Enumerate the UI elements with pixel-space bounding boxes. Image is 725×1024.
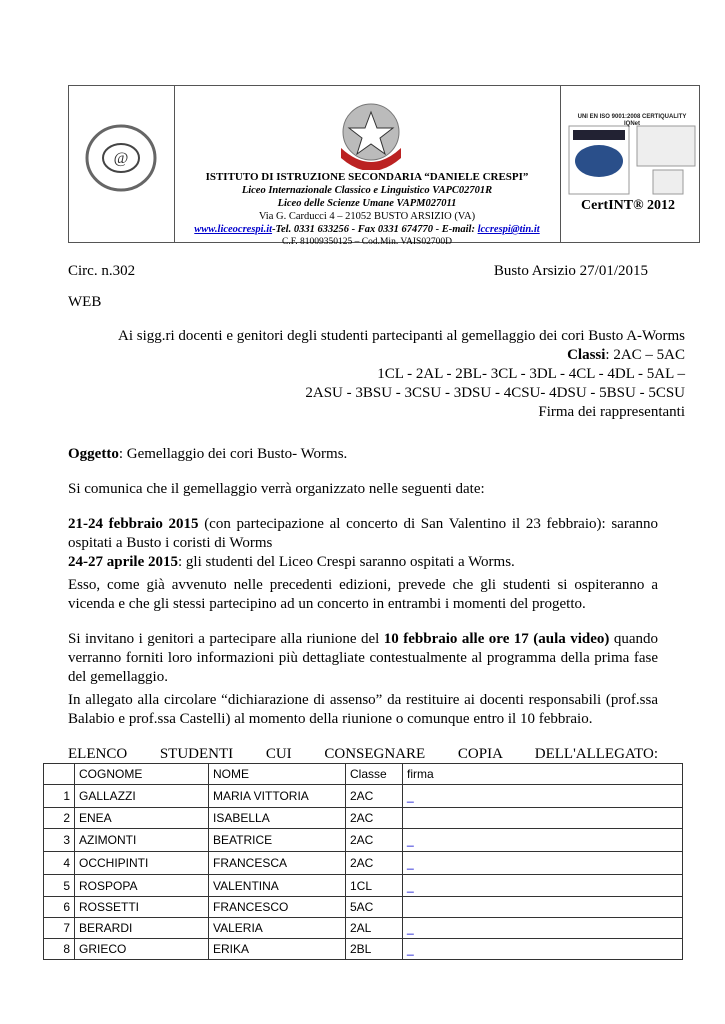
circular-number: Circ. n.302 <box>68 263 136 279</box>
cognome-cell: ENEA <box>75 808 209 829</box>
nome-cell: BEATRICE <box>209 829 346 852</box>
subject: : Gemellaggio dei cori Busto- Worms. <box>118 446 348 462</box>
meeting-date: 10 febbraio alle ore 17 (aula video) <box>383 631 610 647</box>
certiquality-logo-icon <box>561 86 701 196</box>
school-line-1: Liceo Internazionale Classico e Linguistico VAPC02701R <box>241 185 493 196</box>
certification-logo-text: UNI EN ISO 9001:2008 CERTIQUALITY IQNet <box>577 114 687 127</box>
table-row <box>44 875 683 897</box>
cert-label: CertINT® 2012 <box>581 198 676 213</box>
table-row <box>44 939 683 960</box>
row-number: 2 <box>44 808 75 829</box>
nome-cell: FRANCESCO <box>209 897 346 918</box>
classe-cell: 2AC <box>346 829 403 852</box>
school-name: ISTITUTO DI ISTRUZIONE SECONDARIA “DANIELE CRESPI” <box>205 171 529 183</box>
firma-cell[interactable]: _ <box>403 852 683 875</box>
firma-cell[interactable] <box>403 808 683 829</box>
classes-line: 1CL - 2AL - 2BL- 3CL - 3DL - 4CL - 4DL - 5AL – <box>377 366 685 382</box>
row-number: 1 <box>44 785 75 808</box>
cognome-cell: AZIMONTI <box>75 829 209 852</box>
header-firma: firma <box>403 764 683 785</box>
firma-cell[interactable]: _ <box>403 918 683 939</box>
classe-cell: 2BL <box>346 939 403 960</box>
nome-cell: VALENTINA <box>209 875 346 897</box>
classe-cell: 5AC <box>346 897 403 918</box>
certification-cell <box>560 86 701 242</box>
school-address: Via G. Carducci 4 – 21052 BUSTO ARSIZIO (VA) <box>258 211 476 222</box>
nome-cell: FRANCESCA <box>209 852 346 875</box>
intro-paragraph: Si comunica che il gemellaggio verrà organizzato nelle seguenti date: <box>68 481 485 497</box>
header-number <box>44 764 75 785</box>
firma-cell[interactable]: _ <box>403 939 683 960</box>
email-link[interactable]: lccrespi@tin.it <box>477 224 540 235</box>
addressees-line: Ai sigg.ri docenti e genitori degli studenti partecipanti al gemellaggio dei cori Busto A-Worms <box>118 328 685 344</box>
firma-cell[interactable]: _ <box>403 785 683 808</box>
paragraph-2: Esso, come già avvenuto nelle precedenti edizioni, prevede che gli studenti si ospiteranno a vicenda e che gli stessi partecipino ad un concerto in entrambi i momenti del progetto. <box>68 577 658 612</box>
contacts: -Tel. 0331 633256 - Fax 0331 674770 - E-mail: <box>272 224 478 235</box>
table-row <box>44 897 683 918</box>
school-codes: C.F. 81009350125 – Cod.Min. VAIS02700D <box>282 237 452 247</box>
classe-cell: 2AC <box>346 852 403 875</box>
paragraph-3-end: quando verranno forniti loro informazioni più dettagliate contestualmente al programma della prima fase del gemellaggio. <box>68 631 658 685</box>
table-row <box>44 808 683 829</box>
classe-cell: 2AL <box>346 918 403 939</box>
cognome-cell: GRIECO <box>75 939 209 960</box>
date-1: 21-24 febbraio 2015 <box>68 516 199 532</box>
nome-cell: ISABELLA <box>209 808 346 829</box>
date-2-text: : gli studenti del Liceo Crespi saranno ospitati a Worms. <box>178 554 515 570</box>
table-row <box>44 829 683 852</box>
firma-cell[interactable] <box>403 897 683 918</box>
classes-line: 2ASU - 3BSU - 3CSU - 3DSU - 4CSU- 4DSU - 5BSU - 5CSU <box>305 385 685 401</box>
header-classe: Classe <box>346 764 403 785</box>
header-cognome: COGNOME <box>75 764 209 785</box>
nome-cell: MARIA VITTORIA <box>209 785 346 808</box>
firma-cell[interactable]: _ <box>403 875 683 897</box>
addressees <box>45 327 685 422</box>
table-header-row <box>44 764 683 785</box>
row-number: 6 <box>44 897 75 918</box>
web-label: WEB <box>68 294 102 310</box>
cognome-cell: ROSSETTI <box>75 897 209 918</box>
cognome-cell: BERARDI <box>75 918 209 939</box>
row-number: 5 <box>44 875 75 897</box>
letterhead <box>68 85 700 247</box>
school-line-2: Liceo delle Scienze Umane VAPM027011 <box>277 198 457 209</box>
table-row <box>44 918 683 939</box>
date-1-text: (con partecipazione al concerto di San Valentino il 23 febbraio): saranno ospitati a Busto i coristi di Worms <box>68 516 658 551</box>
students-table <box>43 763 683 960</box>
paragraph-4: In allegato alla circolare “dichiarazione di assenso” da restituire ai docenti responsabili (prof.ssa Balabio e prof.ssa Castelli) al momento della riunione o comunque entro il 10 febbraio. <box>68 692 658 727</box>
representatives-line: Firma dei rappresentanti <box>538 404 685 420</box>
republic-emblem-icon <box>319 98 424 170</box>
subject-label: Oggetto <box>68 446 119 462</box>
website-link[interactable]: www.liceocrespi.it <box>194 224 273 235</box>
classe-cell: 2AC <box>346 785 403 808</box>
classe-cell: 2AC <box>346 808 403 829</box>
date: Busto Arsizio 27/01/2015 <box>493 263 648 279</box>
cognome-cell: OCCHIPINTI <box>75 852 209 875</box>
row-number: 8 <box>44 939 75 960</box>
school-logo-icon <box>69 86 174 244</box>
paragraph-3: Si invitano i genitori a partecipare alla riunione del <box>68 631 384 647</box>
header-nome: NOME <box>209 764 346 785</box>
table-row <box>44 852 683 875</box>
nome-cell: VALERIA <box>209 918 346 939</box>
nome-cell: ERIKA <box>209 939 346 960</box>
classe-cell: 1CL <box>346 875 403 897</box>
table-row <box>44 785 683 808</box>
cognome-cell: ROSPOPA <box>75 875 209 897</box>
svg-text:@: @ <box>113 150 129 167</box>
classi-value: : 2AC – 5AC <box>605 347 685 363</box>
row-number: 7 <box>44 918 75 939</box>
classi-label: Classi <box>567 347 606 363</box>
list-heading: ELENCO STUDENTI CUI CONSEGNARE COPIA DELL'ALLEGATO: <box>68 746 658 762</box>
school-logo-cell <box>69 86 175 242</box>
row-number: 4 <box>44 852 75 875</box>
firma-cell[interactable]: _ <box>403 829 683 852</box>
date-2: 24-27 aprile 2015 <box>68 554 178 570</box>
cognome-cell: GALLAZZI <box>75 785 209 808</box>
row-number: 3 <box>44 829 75 852</box>
